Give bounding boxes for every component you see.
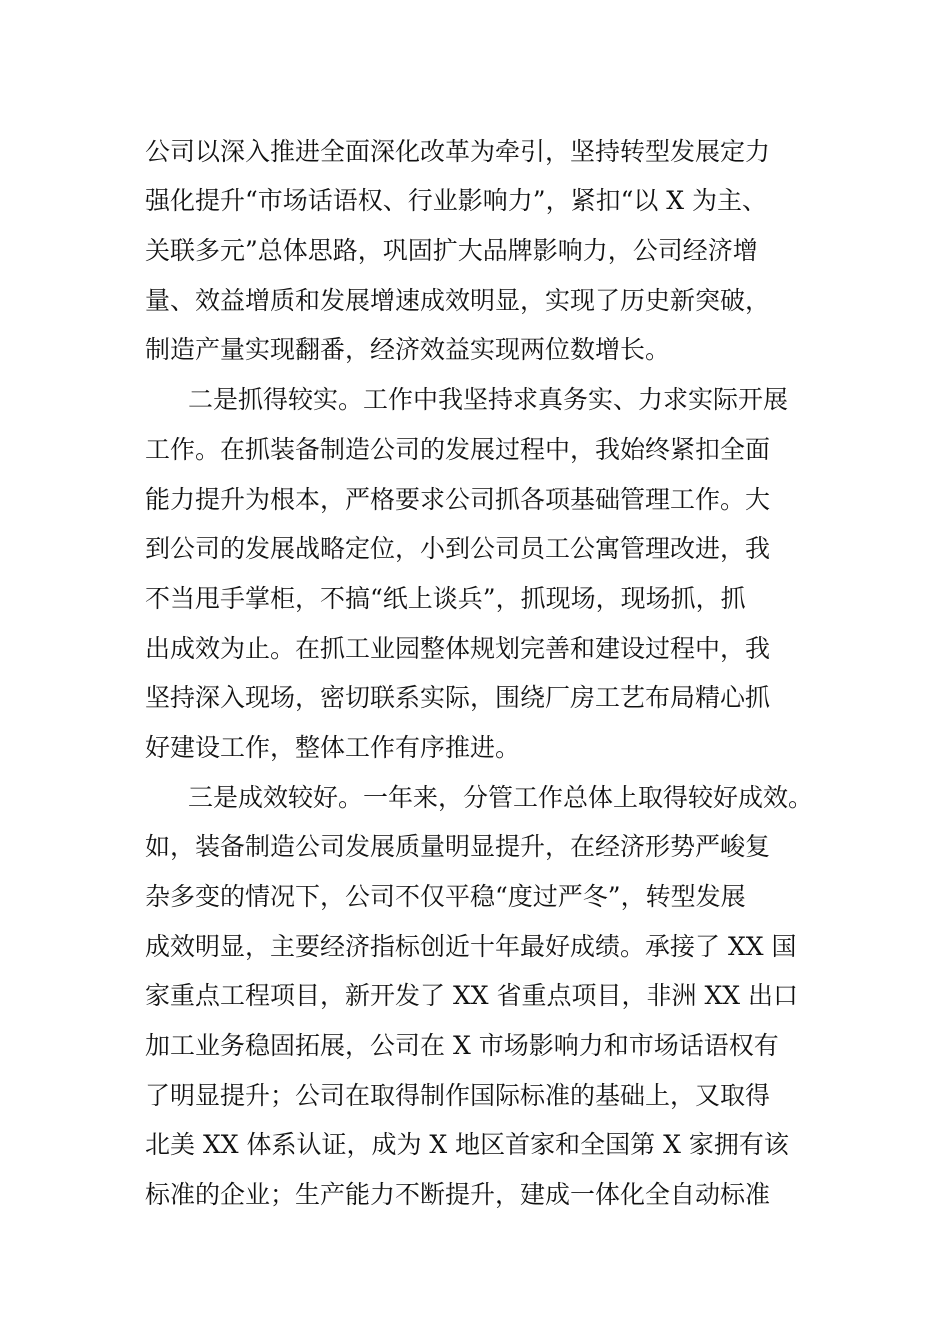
text-line: 工作。在抓装备制造公司的发展过程中，我始终紧扣全面 xyxy=(145,435,771,464)
text-line: 如，装备制造公司发展质量明显提升，在经济形势严峻复 xyxy=(145,832,771,861)
text-line: 出成效为止。在抓工业园整体规划完善和建设过程中，我 xyxy=(145,634,771,663)
text-line: 坚持深入现场，密切联系实际，围绕厂房工艺布局精心抓 xyxy=(145,683,771,712)
text-line: 能力提升为根本，严格要求公司抓各项基础管理工作。大 xyxy=(145,485,771,514)
text-line: 制造产量实现翻番，经济效益实现两位数增长。 xyxy=(145,335,671,364)
text-line: 杂多变的情况下，公司不仅平稳“度过严冬”，转型发展 xyxy=(145,882,746,911)
text-line: 关联多元”总体思路，巩固扩大品牌影响力，公司经济增 xyxy=(145,236,758,265)
text-line: 不当甩手掌柜，不搞“纸上谈兵”，抓现场，现场抓，抓 xyxy=(145,584,746,613)
text-line: 了明显提升；公司在取得制作国际标准的基础上，又取得 xyxy=(145,1081,771,1110)
text-line: 到公司的发展战略定位，小到公司员工公寓管理改进，我 xyxy=(145,534,771,563)
text-line: 标准的企业；生产能力不断提升，建成一体化全自动标准 xyxy=(145,1180,771,1209)
text-line: 强化提升“市场话语权、行业影响力”，紧扣“以 X 为主、 xyxy=(145,186,768,215)
text-line: 量、效益增质和发展增速成效明显，实现了历史新突破， xyxy=(145,286,771,315)
text-line: 北美 XX 体系认证，成为 X 地区首家和全国第 X 家拥有该 xyxy=(145,1130,789,1159)
paragraph-first-line: 二是抓得较实。工作中我坚持求真务实、力求实际开展 xyxy=(188,385,789,414)
paragraph-first-line: 三是成效较好。一年来，分管工作总体上取得较好成效。 xyxy=(188,783,814,812)
text-line: 好建设工作，整体工作有序推进。 xyxy=(145,733,521,762)
text-line: 家重点工程项目，新开发了 XX 省重点项目，非洲 XX 出口 xyxy=(145,981,798,1010)
text-line: 公司以深入推进全面深化改革为牵引，坚持转型发展定力 xyxy=(145,137,771,166)
text-line: 加工业务稳固拓展，公司在 X 市场影响力和市场话语权有 xyxy=(145,1031,779,1060)
text-line: 成效明显，主要经济指标创近十年最好成绩。承接了 XX 国 xyxy=(145,932,797,961)
